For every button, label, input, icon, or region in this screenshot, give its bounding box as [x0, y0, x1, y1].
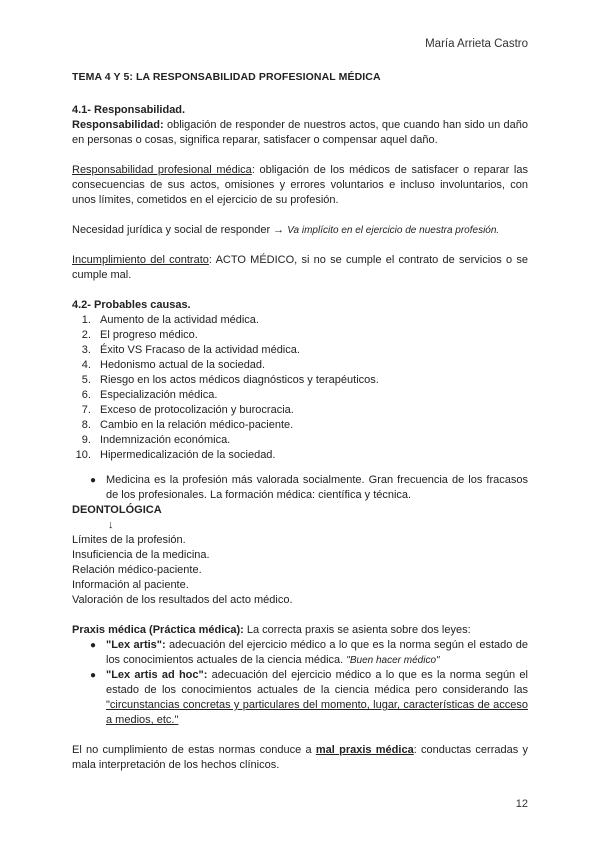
list-item: 8. Cambio en la relación médico-paciente.: [94, 418, 528, 433]
list-item: 2. El progreso médico.: [94, 328, 528, 343]
list-item: [92, 668, 528, 728]
bullet-icon: ●: [90, 640, 97, 651]
lex-artis-ad-hoc-underline: "circunstancias concretas y particulares del momento, lugar, características de acceso a medios, etc.": [106, 699, 528, 726]
bullet-icon: ●: [90, 475, 97, 486]
praxis-intro: [72, 623, 528, 638]
incumplimiento-definition: [72, 253, 528, 283]
necesidad-text: Necesidad jurídica y social de responder →: [72, 224, 288, 236]
list-item: [92, 638, 528, 668]
bullet-icon: ●: [90, 670, 97, 681]
lex-artis-text: adecuación del ejercicio médico a lo que es la norma según el estado de los conocimientos actuales de la ciencia médica.: [106, 639, 528, 666]
deonto-line: Valoración de los resultados del acto médico.: [72, 594, 293, 606]
prof-definition: [72, 163, 528, 208]
mal-text-1: El no cumplimiento de estas normas conduce a: [72, 744, 316, 756]
incumplimiento-term: Incumplimiento del contrato: [72, 254, 209, 266]
list-item: [92, 473, 528, 503]
list-item: 7. Exceso de protocolización y burocracia.: [94, 403, 528, 418]
prof-term: Responsabilidad profesional médica: [72, 164, 252, 176]
mal-praxis-paragraph: [72, 743, 528, 773]
list-item: 3. Éxito VS Fracaso de la actividad médica.: [94, 343, 528, 358]
deontologica-heading: DEONTOLÓGICA: [72, 504, 162, 516]
list-item: 1. Aumento de la actividad médica.: [94, 313, 528, 328]
deonto-line: Relación médico-paciente.: [72, 564, 202, 576]
prof-text: : obligación de los médicos de satisfacer o reparar las consecuencias de sus actos, omisiones y errores voluntarios e incluso involuntarios, con unos límites, cometidos en el ejercicio de su profesión.: [72, 164, 528, 206]
necesidad-italic: Va implícito en el ejercicio de nuestra profesión.: [287, 225, 500, 236]
lex-artis-ad-hoc-text: adecuación del ejercicio médico a lo que es la norma según el estado de los conocimientos actuales de la ciencia médica pero considerando las: [106, 669, 528, 696]
page-number: 12: [515, 798, 528, 810]
deonto-line: Información al paciente.: [72, 579, 189, 591]
lex-artis-term: "Lex artis":: [106, 639, 166, 651]
list-item: 5. Riesgo en los actos médicos diagnósticos y terapéuticos.: [94, 373, 528, 388]
down-arrow-icon: ↓: [108, 519, 114, 531]
bullet-text: Medicina es la profesión más valorada socialmente. Gran frecuencia de los fracasos de los profesionales. La formación médica: científica y técnica.: [106, 474, 528, 501]
author-name: María Arrieta Castro: [425, 38, 528, 50]
document-body: [72, 70, 528, 773]
mal-praxis-term: mal praxis médica: [315, 744, 414, 756]
lex-artis-ad-hoc-term: "Lex artis ad hoc":: [106, 669, 208, 681]
incumplimiento-text: : ACTO MÉDICO, si no se cumple el contrato de servicios o se cumple mal.: [72, 254, 528, 281]
praxis-term: Praxis médica (Práctica médica):: [72, 624, 244, 636]
responsabilidad-text: obligación de responder de nuestros actos, que cuando han sido un daño en personas o cosas, significa reparar, satisfacer o compensar aquel daño.: [72, 119, 528, 146]
section-heading-4-1: 4.1- Responsabilidad.: [72, 104, 186, 116]
list-item: 4. Hedonismo actual de la sociedad.: [94, 358, 528, 373]
causes-list: [72, 313, 528, 463]
list-item: 9. Indemnización económica.: [94, 433, 528, 448]
list-item: 10. Hipermedicalización de la sociedad.: [94, 448, 528, 463]
lex-artis-italic: "Buen hacer médico": [346, 655, 440, 666]
mal-text-2: : conductas cerradas y mala interpretación de los hechos clínicos.: [72, 744, 528, 771]
praxis-bullet-list: [72, 638, 528, 728]
deonto-line: Límites de la profesión.: [72, 534, 186, 546]
praxis-text: La correcta praxis se asienta sobre dos leyes:: [243, 624, 471, 636]
necesidad-line: [72, 223, 528, 238]
responsabilidad-term: Responsabilidad:: [72, 119, 164, 131]
medicina-bullet-list: [72, 473, 528, 503]
page-title: TEMA 4 Y 5: LA RESPONSABILIDAD PROFESIONAL MÉDICA: [72, 71, 381, 83]
deonto-line: Insuficiencia de la medicina.: [72, 549, 210, 561]
responsabilidad-definition: [72, 118, 528, 148]
list-item: 6. Especialización médica.: [94, 388, 528, 403]
section-heading-4-2: 4.2- Probables causas.: [72, 299, 191, 311]
